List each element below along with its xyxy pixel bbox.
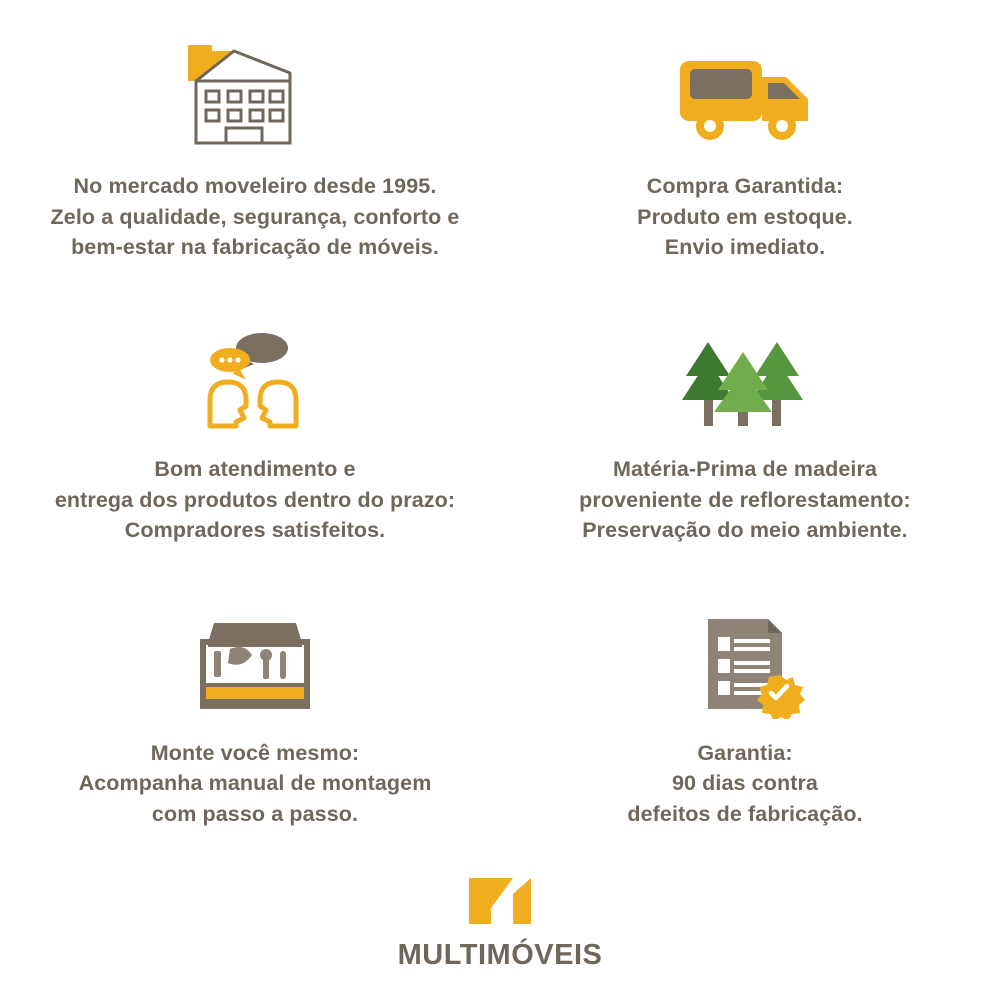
warranty-document-seal-icon xyxy=(660,597,830,732)
feature-card-guaranteed-purchase xyxy=(500,20,990,303)
caption-line: bem-estar na fabricação de móveis. xyxy=(71,235,439,260)
caption-line: proveniente de reflorestamento: xyxy=(579,487,911,512)
feature-caption xyxy=(79,738,432,830)
multimoveis-logo-icon xyxy=(461,874,539,933)
caption-line: entrega dos produtos dentro do prazo: xyxy=(54,487,456,512)
caption-line: com passo a passo. xyxy=(151,801,359,826)
feature-card-warranty xyxy=(500,587,990,870)
feature-card-since-1995 xyxy=(10,20,500,303)
caption-line: Monte você mesmo: xyxy=(150,740,360,765)
caption-line: Compradores satisfeitos. xyxy=(124,518,386,543)
brand-name: MULTIMÓVEIS xyxy=(397,939,603,971)
pine-trees-icon xyxy=(660,313,830,448)
caption-line: 90 dias contra xyxy=(671,771,818,796)
caption-line: Envio imediato. xyxy=(664,235,826,260)
caption-line: Acompanha manual de montagem xyxy=(78,771,432,796)
caption-line: Matéria-Prima de madeira xyxy=(612,457,878,482)
feature-caption xyxy=(55,454,455,546)
feature-caption xyxy=(579,454,911,546)
delivery-truck-icon xyxy=(660,30,830,165)
caption-line: Compra Garantida: xyxy=(646,174,844,198)
feature-card-self-assembly xyxy=(10,587,500,870)
feature-card-reforestation xyxy=(500,303,990,586)
caption-line: Bom atendimento e xyxy=(154,457,356,482)
caption-line: Preservação do meio ambiente. xyxy=(582,518,908,543)
brand-footer xyxy=(0,870,1000,1000)
caption-line: Zelo a qualidade, segurança, conforto e xyxy=(50,204,460,229)
customer-service-chat-icon xyxy=(170,313,340,448)
toolbox-icon xyxy=(170,597,340,732)
feature-caption xyxy=(627,738,862,830)
caption-line: defeitos de fabricação. xyxy=(627,801,863,826)
caption-line: Produto em estoque. xyxy=(637,204,853,229)
feature-caption xyxy=(51,171,460,263)
caption-line: Garantia: xyxy=(697,740,793,765)
factory-building-icon xyxy=(170,30,340,165)
feature-card-service xyxy=(10,303,500,586)
feature-caption xyxy=(637,171,853,263)
caption-line: No mercado moveleiro desde 1995. xyxy=(73,174,437,198)
